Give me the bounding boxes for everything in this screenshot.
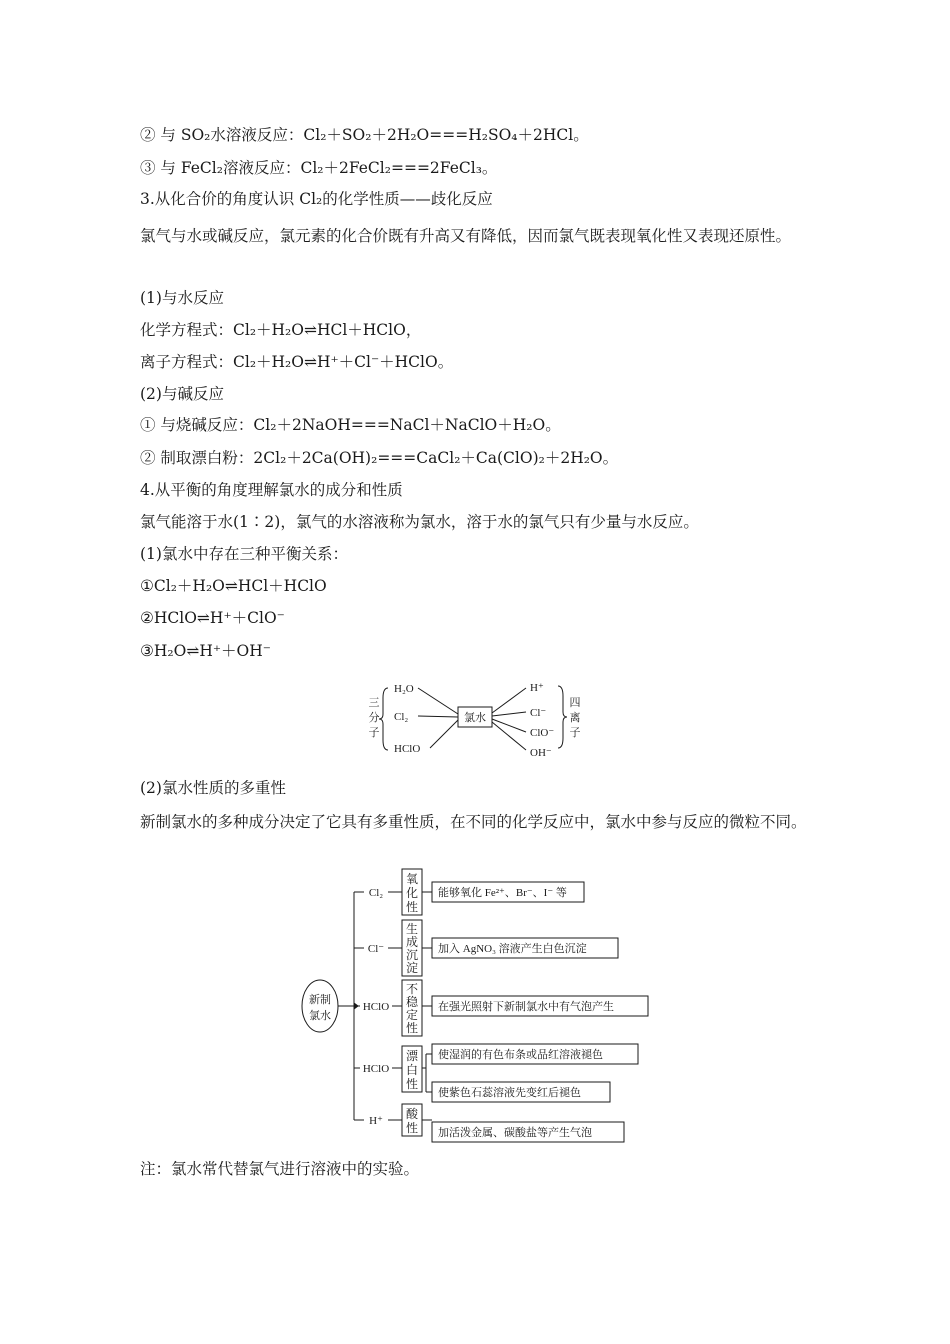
- ion-label: H⁺: [530, 682, 544, 694]
- property-char: 性: [405, 1077, 419, 1091]
- property-char: 稳: [405, 995, 419, 1009]
- property-char: 淀: [405, 961, 419, 975]
- paragraph: 新制氯水的多种成分决定了它具有多重性质，在不同的化学反应中，氯水中参与反应的微粒不同。: [140, 813, 807, 831]
- property-char: 白: [405, 1063, 419, 1077]
- property-char: 漂: [405, 1049, 419, 1063]
- group-label-ions-char: 离: [569, 712, 581, 724]
- effect-label: 使湿润的有色布条或品红溶液褪色: [438, 1049, 603, 1061]
- equation-line: 离子方程式：Cl₂＋H₂O⇌H⁺＋Cl⁻＋HClO。: [140, 353, 454, 371]
- ion-label: ClO⁻: [530, 727, 555, 739]
- effect-label: 在强光照射下新制氯水中有气泡产生: [438, 1001, 614, 1013]
- text-line: ② 与 SO₂水溶液反应：Cl₂＋SO₂＋2H₂O===H₂SO₄＋2HCl。: [140, 126, 589, 144]
- equation-line: ① 与烧碱反应：Cl₂＋2NaOH===NaCl＋NaClO＋H₂O。: [140, 416, 561, 434]
- subheading: (1)氯水中存在三种平衡关系：: [140, 545, 348, 563]
- species-label: Cl⁻: [367, 943, 385, 955]
- property-char: 性: [405, 1121, 419, 1135]
- property-char: 不: [405, 982, 419, 996]
- root-label-line2: 氯水: [309, 1010, 331, 1022]
- property-char: 性: [405, 900, 419, 914]
- equation-line: ③H₂O⇌H⁺＋OH⁻: [140, 642, 271, 660]
- center-label: 氯水: [464, 712, 486, 724]
- property-char: 生: [405, 922, 419, 936]
- subheading: (1)与水反应: [140, 289, 224, 307]
- section-heading: 3.从化合价的角度认识 Cl₂的化学性质——歧化反应: [140, 190, 493, 208]
- group-label-ions-char: 四: [569, 697, 581, 709]
- property-char: 酸: [405, 1107, 419, 1121]
- species-label: Cl₂: [368, 887, 384, 899]
- molecule-label: H₂O: [394, 683, 414, 695]
- effect-label: 加活泼金属、碳酸盐等产生气泡: [438, 1127, 592, 1139]
- chlorine-water-properties-diagram: [300, 866, 660, 1148]
- property-char: 成: [405, 935, 419, 949]
- equation-line: 化学方程式：Cl₂＋H₂O⇌HCl＋HClO，: [140, 321, 422, 339]
- paragraph: 氯气与水或碱反应，氯元素的化合价既有升高又有降低，因而氯气既表现氧化性又表现还原性。: [140, 227, 792, 245]
- property-char: 氧: [405, 872, 419, 886]
- root-label-line1: 新制: [309, 994, 331, 1006]
- property-char: 性: [405, 1021, 419, 1035]
- text-line: ③ 与 FeCl₂溶液反应：Cl₂＋2FeCl₂===2FeCl₃。: [140, 159, 498, 177]
- molecule-label: Cl₂: [394, 711, 409, 723]
- section-heading: 4.从平衡的角度理解氯水的成分和性质: [140, 481, 403, 499]
- equation-line: ② 制取漂白粉：2Cl₂＋2Ca(OH)₂===CaCl₂＋Ca(ClO)₂＋2H₂O。: [140, 449, 619, 467]
- group-label-ions-char: 子: [569, 727, 581, 739]
- ion-label: OH⁻: [530, 747, 552, 759]
- property-char: 沉: [405, 948, 419, 962]
- effect-label: 加入 AgNO₃ 溶液产生白色沉淀: [438, 943, 587, 955]
- subheading: (2)与碱反应: [140, 385, 224, 403]
- property-char: 化: [405, 886, 419, 900]
- species-label: HClO: [362, 1063, 390, 1075]
- property-char: 定: [405, 1008, 419, 1022]
- subheading: (2)氯水性质的多重性: [140, 779, 286, 797]
- equation-line: ②HClO⇌H⁺＋ClO⁻: [140, 609, 285, 627]
- molecule-label: HClO: [394, 743, 421, 755]
- equation-line: ①Cl₂＋H₂O⇌HCl＋HClO: [140, 577, 327, 595]
- note-line: 注：氯水常代替氯气进行溶液中的实验。: [140, 1160, 420, 1178]
- effect-label: 能够氧化 Fe²⁺、Br⁻、I⁻ 等: [438, 887, 567, 899]
- group-label-molecules-char: 子: [368, 727, 380, 739]
- species-label: H⁺: [369, 1115, 383, 1127]
- group-label-molecules-char: 分: [368, 712, 380, 724]
- chlorine-water-composition-diagram: [360, 676, 600, 762]
- paragraph: 氯气能溶于水(1∶2)，氯气的水溶液称为氯水，溶于水的氯气只有少量与水反应。: [140, 513, 699, 531]
- species-label: HClO: [362, 1001, 390, 1013]
- group-label-molecules-char: 三: [368, 697, 380, 709]
- ion-label: Cl⁻: [530, 707, 547, 719]
- effect-label: 使紫色石蕊溶液先变红后褪色: [438, 1087, 581, 1099]
